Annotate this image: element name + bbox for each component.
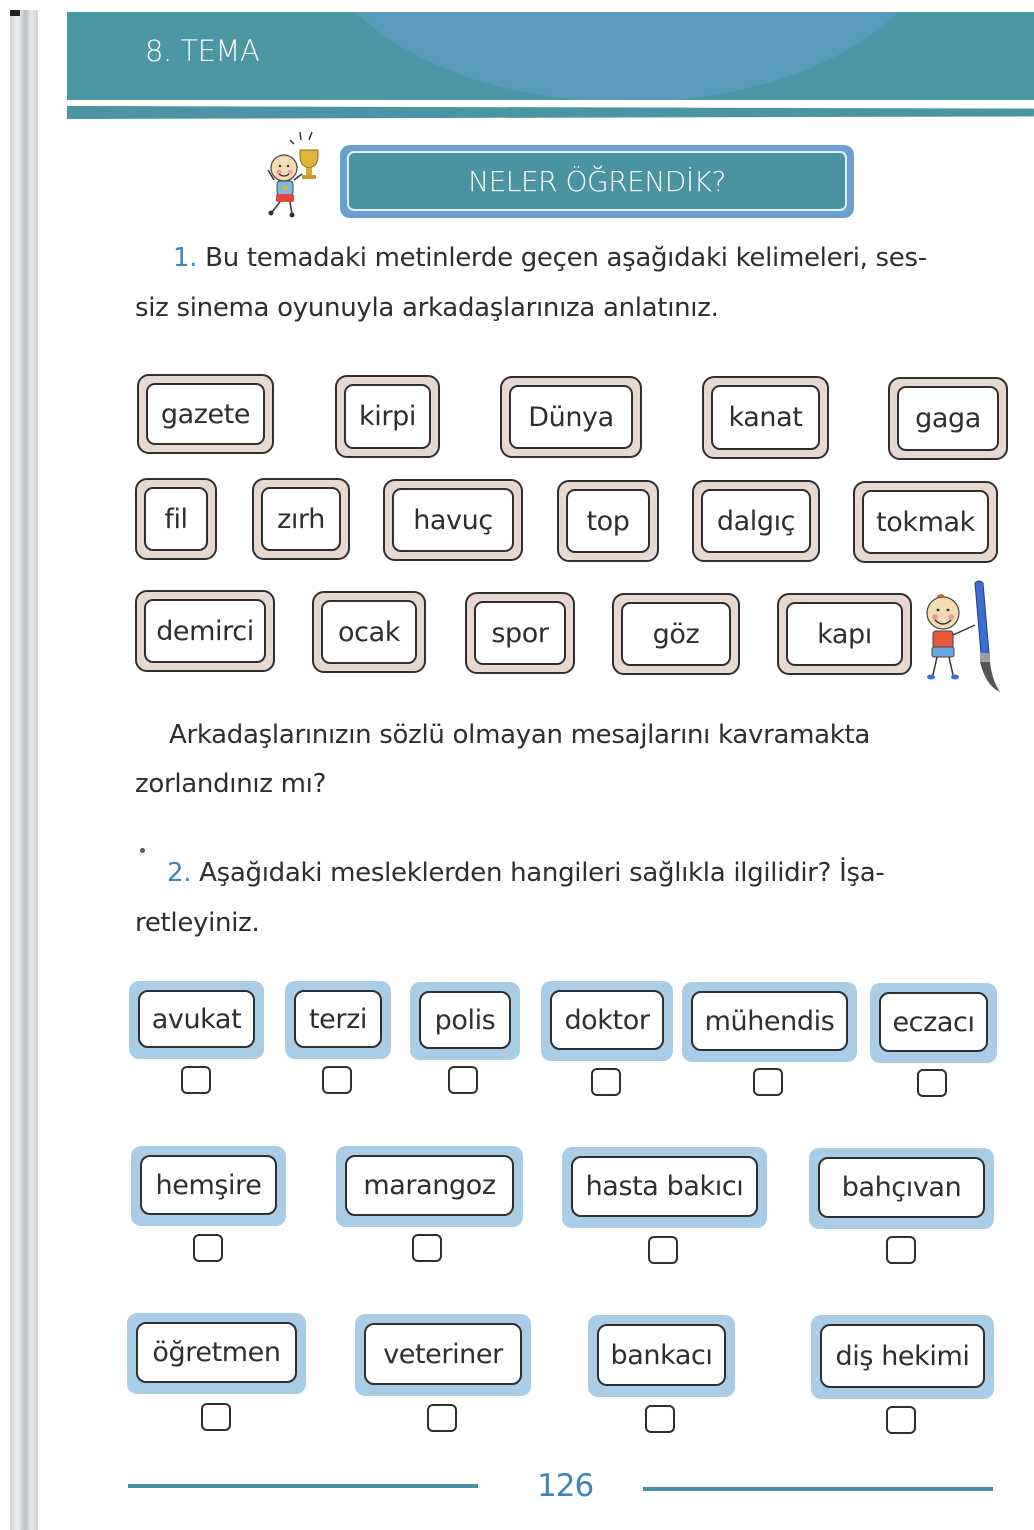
word-card-top: top [557, 480, 659, 562]
checkbox-veteriner[interactable] [427, 1404, 457, 1432]
word-card-dalgic: dalgıç [692, 480, 820, 562]
profession-card-polis: polis [410, 982, 520, 1060]
word-card-demirci: demirci [135, 590, 275, 672]
word-card-zirh: zırh [252, 478, 350, 560]
book-spine-edge [10, 10, 38, 1530]
word-card-gazete: gazete [137, 374, 274, 454]
profession-card-veteriner: veteriner [355, 1314, 531, 1396]
profession-card-hasta-bakici: hasta bakıcı [562, 1147, 767, 1228]
theme-label: 8. TEMA [145, 34, 260, 68]
checkbox-doktor[interactable] [591, 1068, 621, 1096]
profession-card-marangoz: marangoz [336, 1146, 523, 1227]
child-with-trophy-icon [262, 128, 340, 220]
profession-card-ogretmen: öğretmen [127, 1313, 306, 1394]
checkbox-marangoz[interactable] [412, 1234, 442, 1262]
question-2-line-2 [135, 898, 1000, 948]
word-card-fil: fil [135, 478, 217, 560]
checkbox-ogretmen[interactable] [201, 1403, 231, 1431]
section-title-box [340, 145, 854, 218]
question-1-number: 1. [173, 243, 198, 273]
word-card-kirpi: kirpi [335, 375, 440, 458]
word-card-gaga: gaga [888, 377, 1008, 460]
question-1-followup-line-1 [135, 710, 1000, 760]
question-1-line-1 [135, 233, 1000, 283]
section-title-inner [347, 151, 847, 211]
child-with-paintbrush-icon [917, 575, 1007, 695]
checkbox-bahcivan[interactable] [886, 1236, 916, 1264]
word-card-kanat: kanat [702, 376, 829, 459]
word-card-tokmak: tokmak [853, 481, 998, 563]
checkbox-hemsire[interactable] [193, 1234, 223, 1262]
header-swoosh-decoration [317, 12, 937, 100]
section-title: NELER ÖĞRENDİK? [468, 164, 726, 198]
checkbox-dis-hekimi[interactable] [886, 1406, 916, 1434]
word-card-spor: spor [465, 592, 575, 674]
question-2-line-1 [135, 848, 1000, 898]
checkbox-terzi[interactable] [322, 1066, 352, 1094]
word-card-ocak: ocak [312, 591, 426, 673]
question-2-number: 2. [167, 858, 192, 888]
word-card-goz: göz [612, 593, 740, 675]
checkbox-polis[interactable] [448, 1066, 478, 1094]
theme-header-band [67, 12, 1034, 100]
word-card-havuc: havuç [383, 479, 523, 561]
word-card-kapi: kapı [777, 593, 912, 675]
profession-card-bahcivan: bahçıvan [809, 1148, 994, 1229]
profession-card-terzi: terzi [285, 981, 391, 1059]
profession-card-bankaci: bankacı [588, 1315, 735, 1397]
question-1-text-line-2: siz sinema oyunuyla arkadaşlarınıza anlatınız. [135, 293, 719, 323]
followup-text-line-2: zorlandınız mı? [135, 769, 327, 799]
checkbox-eczaci[interactable] [917, 1069, 947, 1097]
footer-rule-right [643, 1487, 993, 1491]
word-card-dunya: Dünya [500, 376, 642, 458]
checkbox-hasta-bakici[interactable] [648, 1236, 678, 1264]
profession-card-doktor: doktor [541, 981, 673, 1061]
profession-card-eczaci: eczacı [870, 983, 997, 1063]
checkbox-avukat[interactable] [181, 1066, 211, 1094]
question-1-text-line-1: Bu temadaki metinlerde geçen aşağıdaki kelimeleri, ses- [197, 243, 927, 273]
checkbox-bankaci[interactable] [645, 1405, 675, 1433]
profession-card-dis-hekimi: diş hekimi [811, 1315, 994, 1399]
page-number: 126 [537, 1468, 594, 1504]
header-divider [67, 106, 1034, 119]
profession-card-avukat: avukat [129, 981, 264, 1059]
profession-card-hemsire: hemşire [131, 1146, 286, 1226]
footer-rule-left [128, 1484, 478, 1488]
profession-card-muhendis: mühendis [682, 982, 857, 1062]
question-1-line-2 [135, 283, 1000, 333]
question-2-text-line-2: retleyiniz. [135, 908, 260, 938]
checkbox-muhendis[interactable] [753, 1068, 783, 1096]
question-2-text-line-1: Aşağıdaki mesleklerden hangileri sağlıkla ilgilidir? İşa- [191, 858, 885, 888]
question-1-followup-line-2 [135, 759, 1000, 809]
followup-text-line-1: Arkadaşlarınızın sözlü olmayan mesajlarını kavramakta [169, 720, 871, 750]
